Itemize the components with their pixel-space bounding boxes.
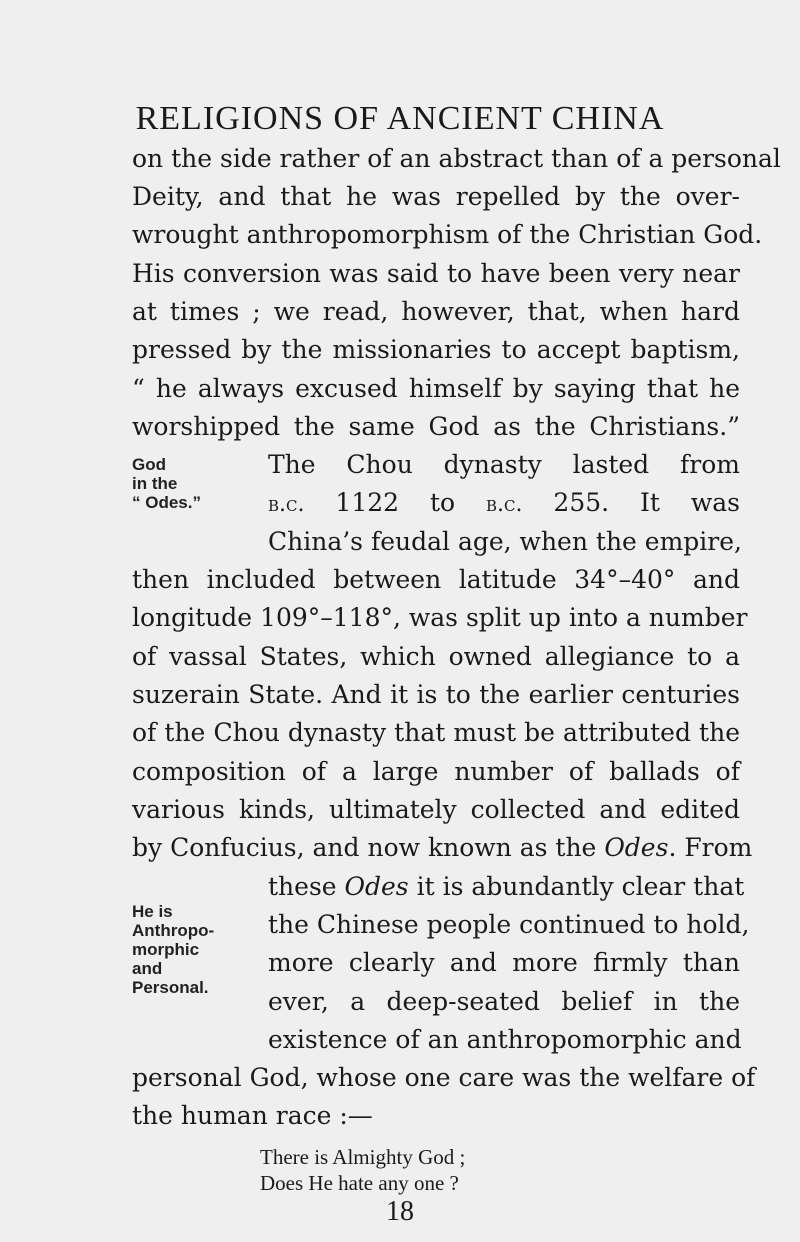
- italic-title: Odes: [604, 833, 669, 862]
- body-line: then included between latitude 34°–40° and: [132, 565, 740, 594]
- body-line: on the side rather of an abstract than of a personal: [132, 144, 781, 173]
- body-line: [268, 870, 745, 904]
- margin-note-line: in the: [132, 474, 178, 493]
- text-run: 1122 to: [304, 488, 486, 517]
- body-line: China’s feudal age, when the empire,: [268, 527, 742, 556]
- body-line: personal God, whose one care was the welfare of: [132, 1063, 756, 1092]
- body-line: longitude 109°–118°, was split up into a number: [132, 603, 748, 632]
- body-line: wrought anthropomorphism of the Christian God.: [132, 220, 763, 249]
- italic-title: Odes: [344, 872, 409, 901]
- body-line: worshipped the same God as the Christians.”: [132, 412, 740, 441]
- margin-note-line: He is: [132, 902, 173, 921]
- margin-note-line: “ Odes.”: [132, 493, 201, 512]
- body-line: suzerain State. And it is to the earlier centuries: [132, 680, 740, 709]
- body-line: pressed by the missionaries to accept baptism,: [132, 335, 740, 364]
- era-abbreviation: b.c.: [486, 492, 523, 517]
- body-line: of the Chou dynasty that must be attributed the: [132, 718, 740, 747]
- margin-note-line: morphic: [132, 940, 200, 959]
- body-line: His conversion was said to have been very near: [132, 259, 740, 288]
- text-run: it is abundantly clear that: [408, 872, 745, 901]
- text-run: these: [268, 872, 345, 901]
- text-run: . From: [668, 833, 753, 862]
- margin-note-god-in-odes: [132, 455, 201, 512]
- body-line: [268, 486, 740, 520]
- body-line: Deity, and that he was repelled by the over-: [132, 182, 740, 211]
- margin-note-anthropomorphic: [132, 902, 214, 997]
- margin-note-line: and: [132, 959, 163, 978]
- body-line: “ he always excused himself by saying that he: [132, 374, 740, 403]
- running-header: RELIGIONS OF ANCIENT CHINA: [135, 100, 665, 137]
- verse-line: Does He hate any one ?: [260, 1171, 459, 1195]
- margin-note-line: Personal.: [132, 978, 209, 997]
- page-number: 18: [386, 1196, 414, 1227]
- text-run: 255. It was: [522, 488, 740, 517]
- body-line: of vassal States, which owned allegiance to a: [132, 642, 740, 671]
- body-line: composition of a large number of ballads of: [132, 757, 740, 786]
- body-line: more clearly and more firmly than: [268, 948, 740, 977]
- body-line: various kinds, ultimately collected and edited: [132, 795, 740, 824]
- body-line: ever, a deep-seated belief in the: [268, 987, 740, 1016]
- body-line: at times ; we read, however, that, when hard: [132, 297, 740, 326]
- body-line: The Chou dynasty lasted from: [268, 450, 740, 479]
- body-line: [132, 831, 753, 865]
- margin-note-line: God: [132, 455, 166, 474]
- margin-note-line: Anthropo-: [132, 921, 215, 940]
- era-abbreviation: b.c.: [268, 492, 305, 517]
- body-line: existence of an anthropomorphic and: [268, 1025, 742, 1054]
- text-run: by Confucius, and now known as the: [132, 833, 605, 862]
- body-line: the human race :—: [132, 1101, 373, 1130]
- verse-quote: [260, 1144, 465, 1196]
- body-line: the Chinese people continued to hold,: [268, 910, 750, 939]
- verse-line: There is Almighty God ;: [260, 1145, 466, 1169]
